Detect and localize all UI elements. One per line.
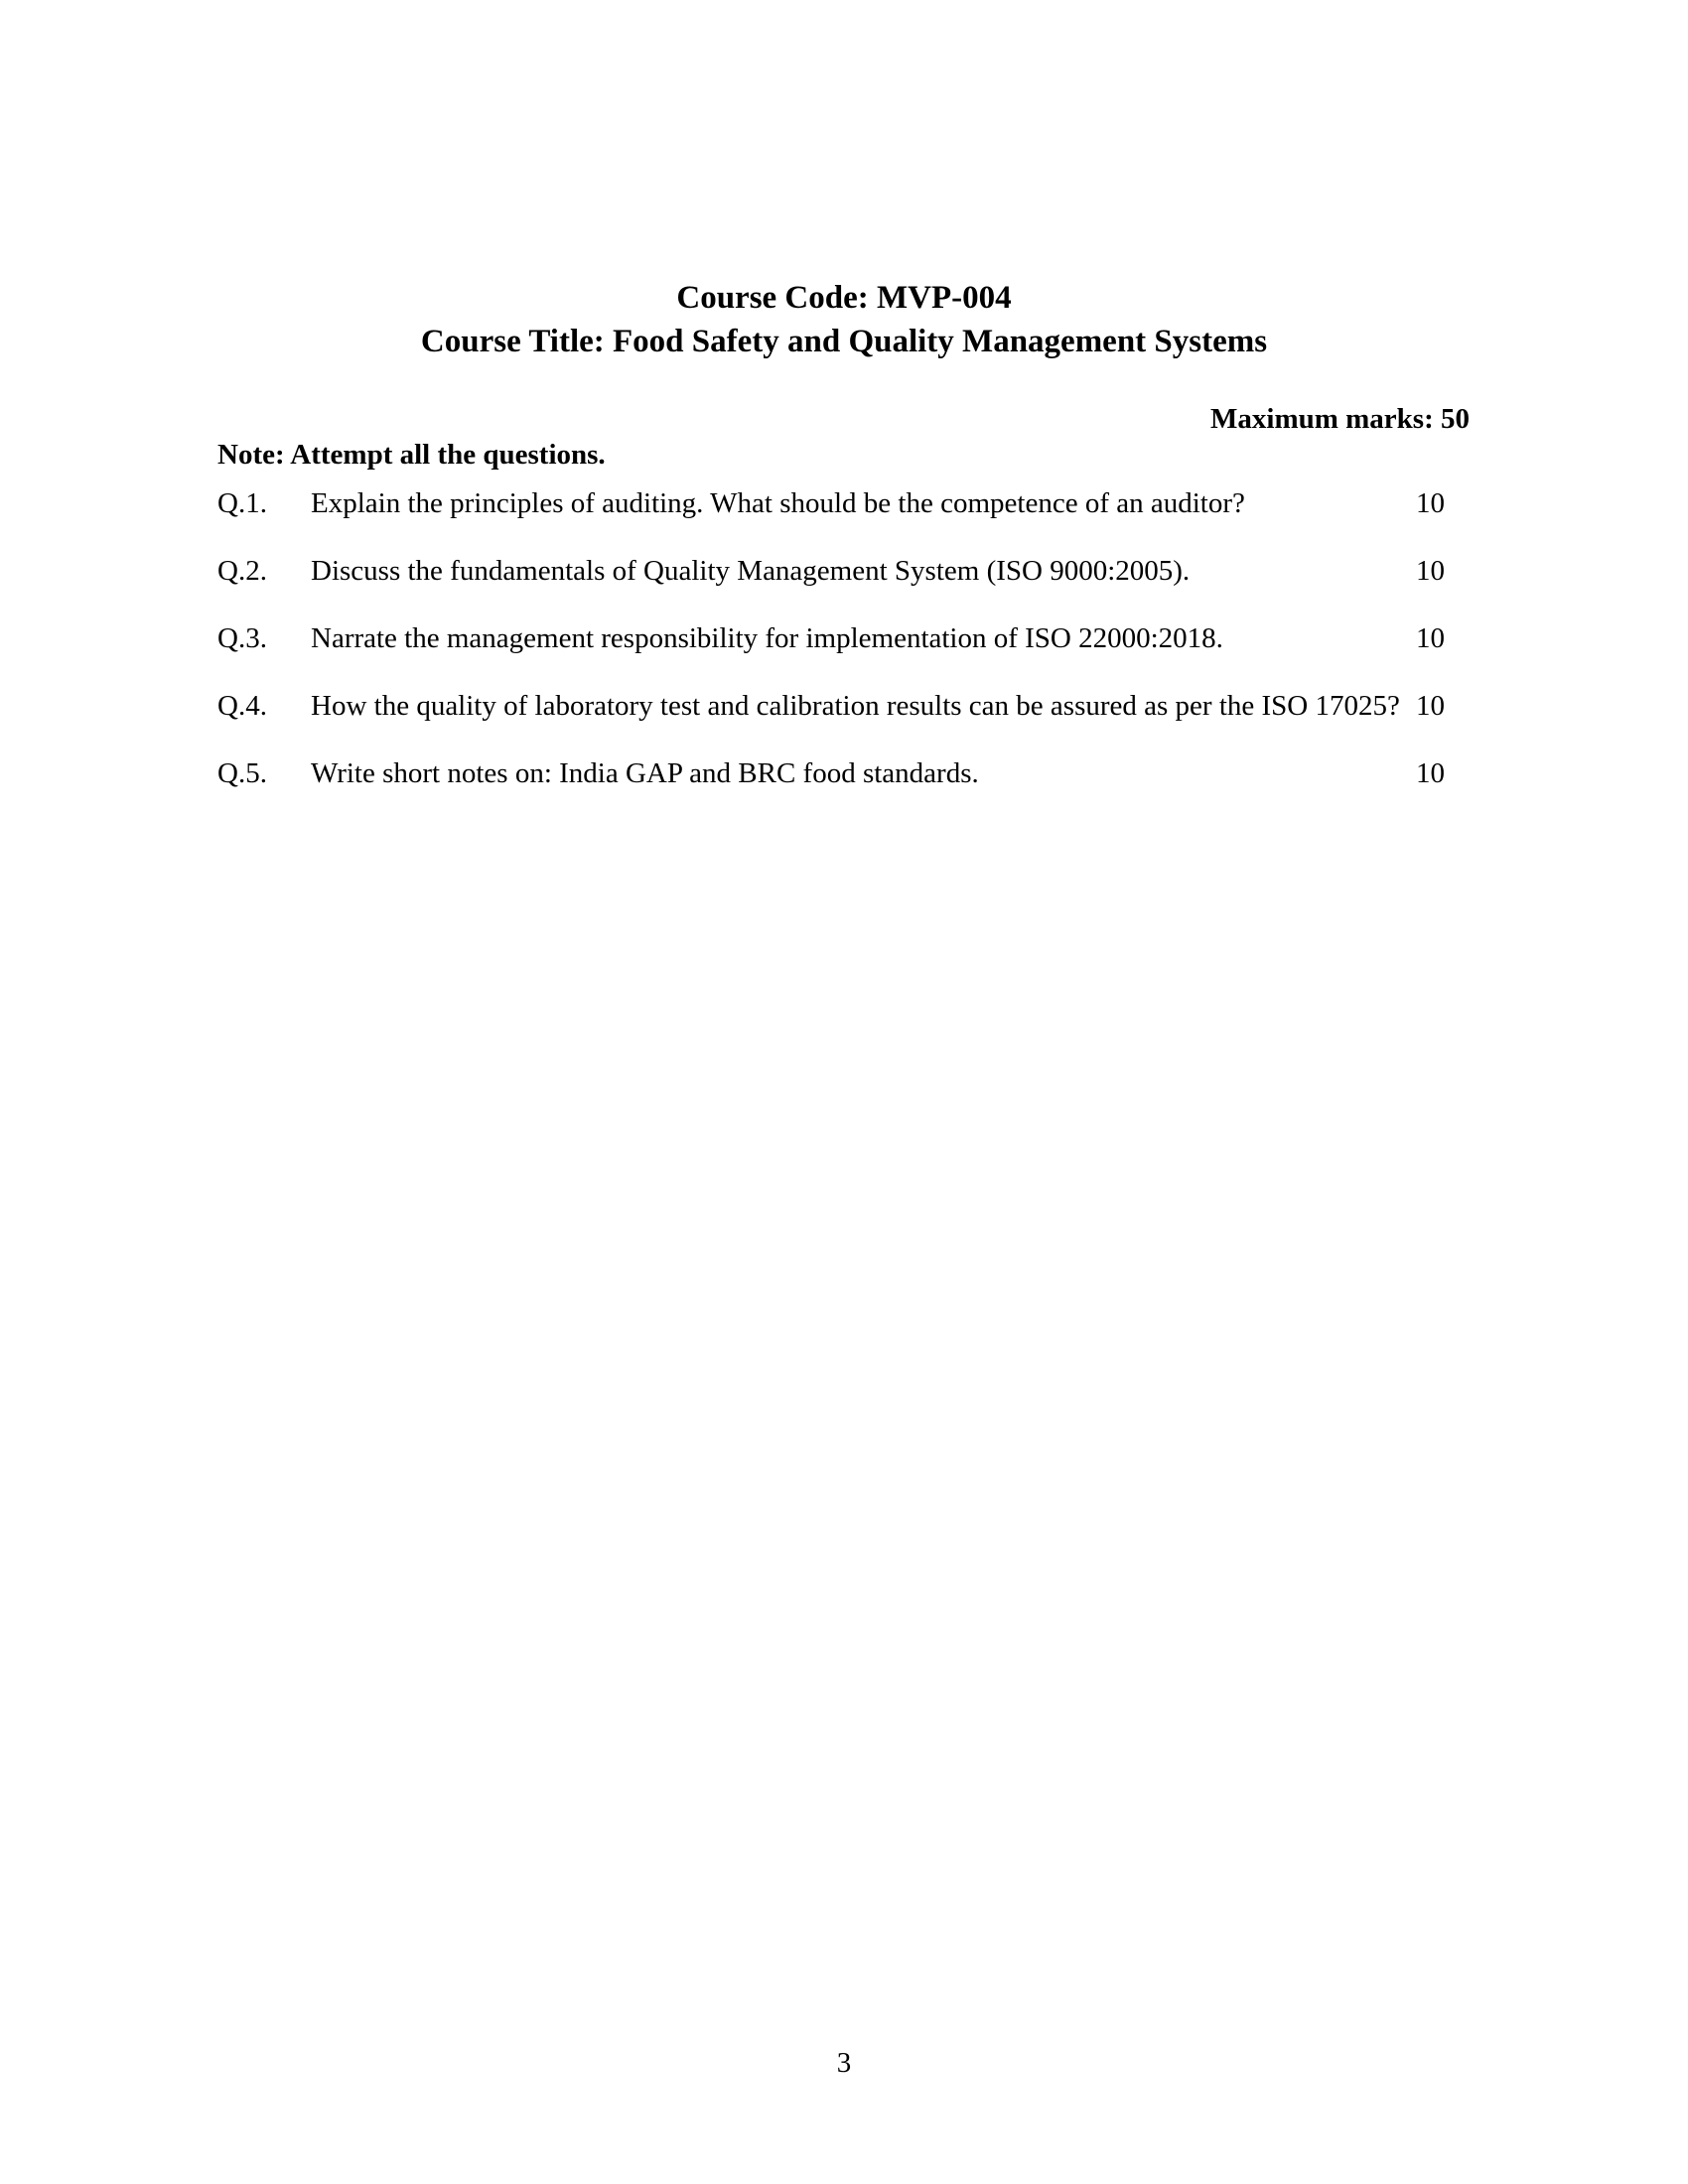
page-number: 3 — [836, 2047, 852, 2079]
question-marks: 10 — [1416, 487, 1445, 519]
question-marks: 10 — [1416, 690, 1445, 722]
question-marks: 10 — [1416, 622, 1445, 654]
question-text: Narrate the management responsibility for implementation of ISO 22000:2018. — [311, 622, 1223, 654]
question-text: Explain the principles of auditing. What should be the competence of an auditor? — [311, 487, 1245, 519]
question-list — [217, 486, 1454, 824]
question-text: Write short notes on: India GAP and BRC food standards. — [311, 757, 979, 789]
question-number: Q.3. — [217, 622, 267, 654]
question-row — [217, 486, 1454, 520]
question-row — [217, 554, 1454, 588]
question-text: Discuss the fundamentals of Quality Management System (ISO 9000:2005). — [311, 555, 1191, 587]
course-title: Course Title: Food Safety and Quality Management Systems — [420, 324, 1268, 359]
question-text: How the quality of laboratory test and calibration results can be assured as per the ISO 17025? — [311, 690, 1400, 722]
question-number: Q.5. — [217, 757, 267, 789]
question-row — [217, 756, 1454, 790]
question-row — [217, 689, 1454, 723]
question-number: Q.2. — [217, 555, 267, 587]
question-number: Q.4. — [217, 690, 267, 722]
question-marks: 10 — [1416, 555, 1445, 587]
question-row — [217, 621, 1454, 655]
question-marks: 10 — [1416, 757, 1445, 789]
instructions-note: Note: Attempt all the questions. — [217, 439, 606, 471]
question-number: Q.1. — [217, 487, 267, 519]
course-code: Course Code: MVP-004 — [676, 280, 1012, 316]
title-block — [0, 276, 1688, 363]
maximum-marks: Maximum marks: 50 — [1210, 403, 1470, 435]
